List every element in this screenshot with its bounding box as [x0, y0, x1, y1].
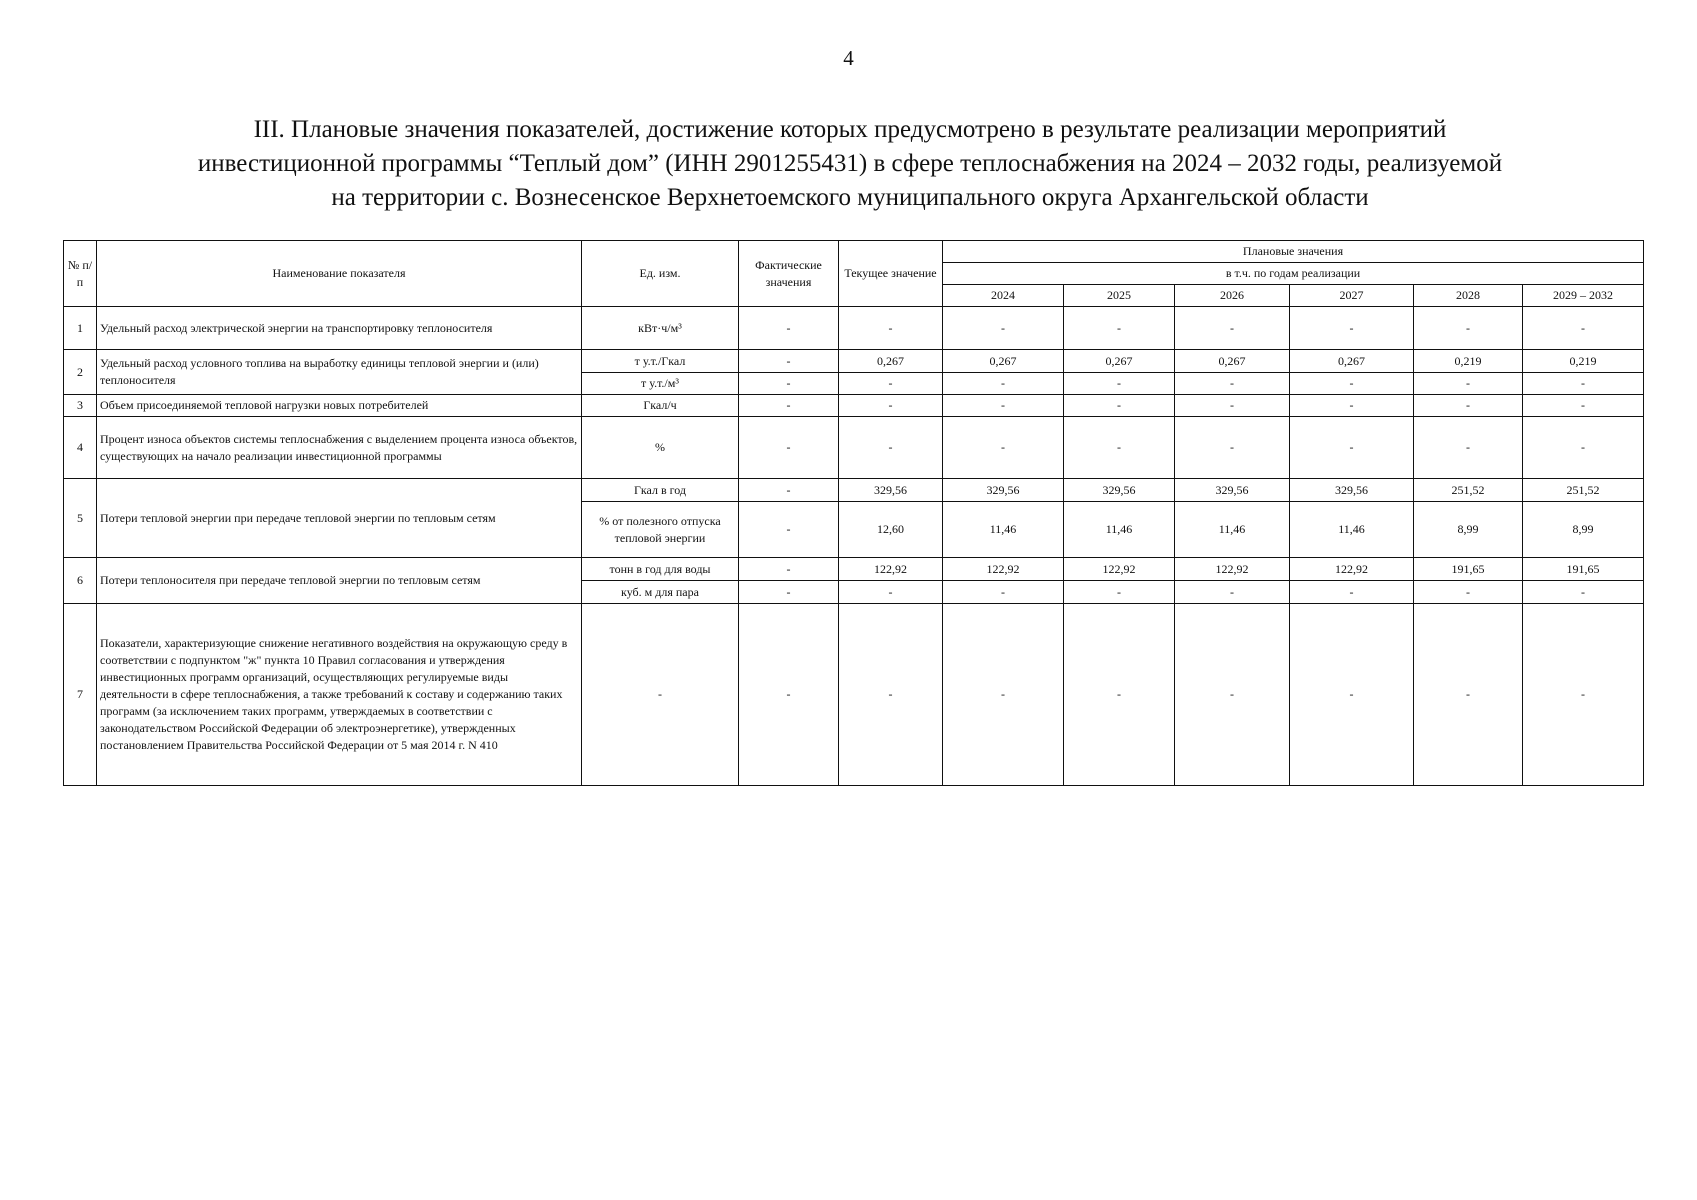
- unit-cell: Гкал/ч: [582, 395, 739, 417]
- table-header: [64, 241, 1644, 307]
- year-value: -: [1064, 581, 1175, 604]
- indicator-name: Показатели, характеризующие снижение негативного воздействия на окружающую среду в соответствии с подпунктом "ж" пункта 10 Правил согласования и утверждения инвестиционных программ организаций, осуществляющих регулируемые виды деятельности в сфере теплоснабжения, а также требований к составу и содержанию таких программ (за исключением таких программ, утверждаемых в соответствии с законодательством Российской Федерации об электроэнергетике), утвержденных постановлением Правительства Российской Федерации от 5 мая 2014 г. N 410: [97, 604, 582, 786]
- year-value: -: [1290, 417, 1414, 479]
- year-value: 122,92: [943, 558, 1064, 581]
- year-value: -: [1523, 417, 1644, 479]
- year-value: 0,267: [1175, 350, 1290, 373]
- row-number: 1: [64, 307, 97, 350]
- year-value: -: [1175, 604, 1290, 786]
- title-line: инвестиционной программы “Теплый дом” (ИНН 2901255431) в сфере теплоснабжения на 2024 – 2032 годы, реализуемой: [197, 150, 1503, 177]
- row-number: 3: [64, 395, 97, 417]
- header-year: 2024: [943, 285, 1064, 307]
- table-row: [64, 604, 1644, 786]
- unit-cell: тонн в год для воды: [582, 558, 739, 581]
- row-number: 2: [64, 350, 97, 395]
- year-value: -: [1414, 373, 1523, 395]
- header-name: Наименование показателя: [97, 241, 582, 307]
- year-value: 251,52: [1523, 479, 1644, 502]
- unit-cell: куб. м для пара: [582, 581, 739, 604]
- year-value: 8,99: [1523, 502, 1644, 558]
- table-row: [64, 395, 1644, 417]
- year-value: 122,92: [1290, 558, 1414, 581]
- year-value: -: [1290, 307, 1414, 350]
- year-value: 191,65: [1414, 558, 1523, 581]
- year-value: 11,46: [1175, 502, 1290, 558]
- year-value: -: [1414, 307, 1523, 350]
- year-value: -: [1414, 604, 1523, 786]
- year-value: -: [1175, 417, 1290, 479]
- year-value: -: [1290, 395, 1414, 417]
- table-row: [64, 417, 1644, 479]
- header-year: 2029 – 2032: [1523, 285, 1644, 307]
- row-number: 4: [64, 417, 97, 479]
- year-value: 122,92: [1064, 558, 1175, 581]
- actual-value: -: [739, 479, 839, 502]
- row-number: 7: [64, 604, 97, 786]
- actual-value: -: [739, 581, 839, 604]
- unit-cell: -: [582, 604, 739, 786]
- header-by-years: в т.ч. по годам реализации: [943, 263, 1644, 285]
- year-value: -: [1175, 581, 1290, 604]
- page-number: 4: [843, 46, 854, 70]
- year-value: -: [1414, 581, 1523, 604]
- current-value: 0,267: [839, 350, 943, 373]
- year-value: -: [1414, 395, 1523, 417]
- header-planned: Плановые значения: [943, 241, 1644, 263]
- header-num: № п/п: [64, 241, 97, 307]
- year-value: 0,219: [1414, 350, 1523, 373]
- year-value: -: [1064, 373, 1175, 395]
- year-value: -: [1523, 395, 1644, 417]
- year-value: 329,56: [1290, 479, 1414, 502]
- year-value: 251,52: [1414, 479, 1523, 502]
- actual-value: -: [739, 350, 839, 373]
- year-value: -: [1290, 604, 1414, 786]
- year-value: -: [943, 373, 1064, 395]
- unit-cell: Гкал в год: [582, 479, 739, 502]
- year-value: -: [1523, 604, 1644, 786]
- header-year: 2025: [1064, 285, 1175, 307]
- year-value: 0,267: [1290, 350, 1414, 373]
- current-value: -: [839, 417, 943, 479]
- year-value: -: [1523, 307, 1644, 350]
- year-value: -: [943, 604, 1064, 786]
- year-value: -: [1523, 581, 1644, 604]
- year-value: -: [1290, 581, 1414, 604]
- year-value: -: [1064, 604, 1175, 786]
- year-value: -: [1175, 373, 1290, 395]
- year-value: 8,99: [1414, 502, 1523, 558]
- row-number: 5: [64, 479, 97, 558]
- year-value: 329,56: [1064, 479, 1175, 502]
- unit-cell: т у.т./м³: [582, 373, 739, 395]
- header-year: 2026: [1175, 285, 1290, 307]
- actual-value: -: [739, 395, 839, 417]
- header-current: Текущее значение: [839, 241, 943, 307]
- year-value: 191,65: [1523, 558, 1644, 581]
- indicators-table: [63, 240, 1644, 786]
- year-value: -: [1064, 417, 1175, 479]
- actual-value: -: [739, 417, 839, 479]
- header-actual: Фактические значения: [739, 241, 839, 307]
- indicator-name: Потери теплоносителя при передаче тепловой энергии по тепловым сетям: [97, 558, 582, 604]
- current-value: -: [839, 307, 943, 350]
- table-row: [64, 479, 1644, 502]
- indicator-name: Потери тепловой энергии при передаче тепловой энергии по тепловым сетям: [97, 479, 582, 558]
- year-value: -: [1414, 417, 1523, 479]
- year-value: -: [1290, 373, 1414, 395]
- year-value: -: [1175, 307, 1290, 350]
- table-row: [64, 307, 1644, 350]
- year-value: 11,46: [1290, 502, 1414, 558]
- year-value: 329,56: [943, 479, 1064, 502]
- actual-value: -: [739, 502, 839, 558]
- current-value: 122,92: [839, 558, 943, 581]
- table-body: [64, 307, 1644, 786]
- year-value: 11,46: [943, 502, 1064, 558]
- indicator-name: Процент износа объектов системы теплоснабжения с выделением процента износа объектов, существующих на начало реализации инвестиционной программы: [97, 417, 582, 479]
- year-value: -: [943, 581, 1064, 604]
- actual-value: -: [739, 604, 839, 786]
- header-year: 2027: [1290, 285, 1414, 307]
- unit-cell: %: [582, 417, 739, 479]
- title-line: на территории с. Вознесенское Верхнетоемского муниципального округа Архангельской области: [331, 184, 1369, 211]
- year-value: 122,92: [1175, 558, 1290, 581]
- year-value: 11,46: [1064, 502, 1175, 558]
- document-title: [60, 113, 1640, 215]
- indicator-name: Объем присоединяемой тепловой нагрузки новых потребителей: [97, 395, 582, 417]
- indicator-name: Удельный расход электрической энергии на транспортировку теплоносителя: [97, 307, 582, 350]
- year-value: -: [1523, 373, 1644, 395]
- table-row: [64, 558, 1644, 581]
- table-row: [64, 350, 1644, 373]
- header-year: 2028: [1414, 285, 1523, 307]
- year-value: 329,56: [1175, 479, 1290, 502]
- year-value: -: [943, 417, 1064, 479]
- header-unit: Ед. изм.: [582, 241, 739, 307]
- unit-cell: % от полезного отпуска тепловой энергии: [582, 502, 739, 558]
- year-value: -: [943, 395, 1064, 417]
- current-value: -: [839, 395, 943, 417]
- actual-value: -: [739, 307, 839, 350]
- year-value: -: [943, 307, 1064, 350]
- current-value: -: [839, 604, 943, 786]
- year-value: -: [1064, 395, 1175, 417]
- current-value: 12,60: [839, 502, 943, 558]
- year-value: 0,219: [1523, 350, 1644, 373]
- unit-cell: т у.т./Гкал: [582, 350, 739, 373]
- current-value: -: [839, 581, 943, 604]
- year-value: -: [1064, 307, 1175, 350]
- indicator-name: Удельный расход условного топлива на выработку единицы тепловой энергии и (или) теплоносителя: [97, 350, 582, 395]
- row-number: 6: [64, 558, 97, 604]
- current-value: 329,56: [839, 479, 943, 502]
- actual-value: -: [739, 558, 839, 581]
- unit-cell: кВт·ч/м³: [582, 307, 739, 350]
- title-line: III. Плановые значения показателей, достижение которых предусмотрено в результате реализации мероприятий: [253, 116, 1447, 143]
- year-value: -: [1175, 395, 1290, 417]
- year-value: 0,267: [943, 350, 1064, 373]
- year-value: 0,267: [1064, 350, 1175, 373]
- current-value: -: [839, 373, 943, 395]
- actual-value: -: [739, 373, 839, 395]
